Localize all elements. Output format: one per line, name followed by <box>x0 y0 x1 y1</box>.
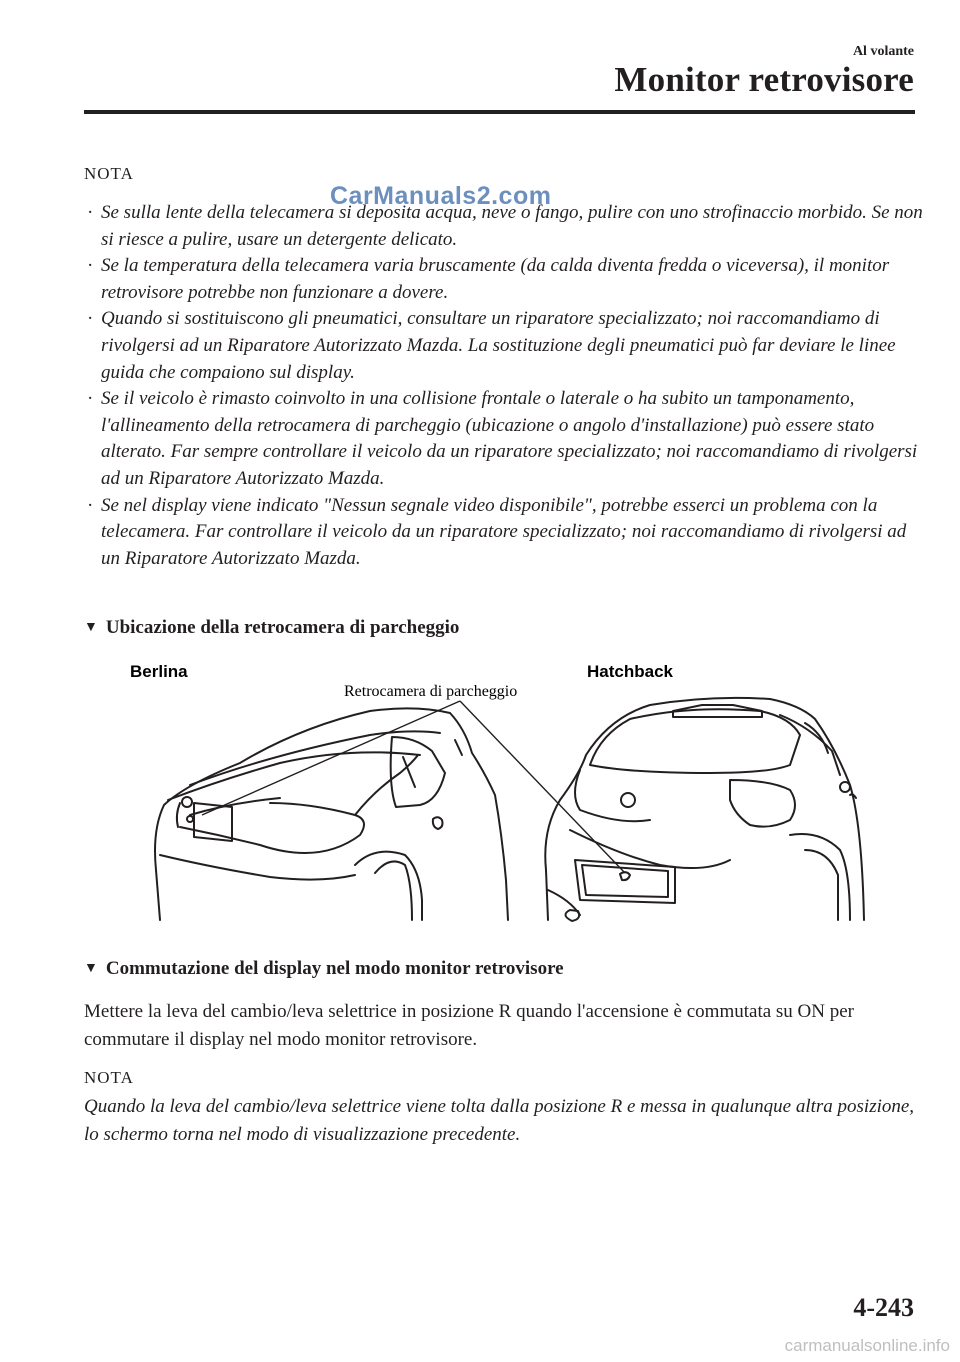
watermark-bottom: carmanualsonline.info <box>784 1336 950 1355</box>
note-item: · Quando si sostituiscono gli pneumatici, consultare un riparatore specializzato; noi raccomandiamo di rivolgersi ad un Riparatore Autorizzato Mazda. La sostituzione degli pneumatici può far deviare le linee guida che compaiono sul display. <box>87 308 896 383</box>
label-berlina: Berlina <box>130 662 188 681</box>
note-label: NOTA <box>84 164 134 183</box>
label-camera: Retrocamera di parcheggio <box>344 683 518 700</box>
triangle-down-icon: ▼ <box>84 961 98 976</box>
hatchback-illustration <box>545 698 864 921</box>
section-heading-camera-location: ▼ Ubicazione della retrocamera di parcheggio <box>84 617 460 638</box>
body-paragraph: Mettere la leva del cambio/leva selettrice in posizione R quando l'accensione è commutata su ON per commutare il display nel modo monitor retrovisore. <box>84 1001 855 1050</box>
note-item: · Se il veicolo è rimasto coinvolto in una collisione frontale o laterale o ha subito un tamponamento, l'allineamento della retrocamera di parcheggio (ubicazione o angolo d'installazione) può essere stato alterato. Far sempre controllare il veicolo da un riparatore specializzato; noi raccomandiamo di rivolgersi ad un Riparatore Autorizzato Mazda. <box>87 388 918 489</box>
note-item: · Se la temperatura della telecamera varia bruscamente (da calda diventa fredda o viceversa), il monitor retrovisore potrebbe non funzionare a dovere. <box>87 255 890 303</box>
page-number: 4-243 <box>853 1293 914 1322</box>
page-title: Monitor retrovisore <box>614 60 914 99</box>
camera-location-figure <box>130 655 865 935</box>
note-item: · Se nel display viene indicato "Nessun segnale video disponibile", potrebbe esserci un problema con la telecamera. Far controllare il veicolo da un riparatore specializzato; noi raccomandiamo di rivolgersi ad un Riparatore Autorizzato Mazda. <box>87 494 907 569</box>
watermark-top: CarManuals2.com <box>330 182 552 210</box>
chapter-label: Al volante <box>852 44 914 59</box>
note-item: · Se sulla lente della telecamera si deposita acqua, neve o fango, pulire con uno strofinaccio morbido. Se non si riesce a pulire, usare un detergente delicato. <box>87 202 923 250</box>
triangle-down-icon: ▼ <box>84 620 98 635</box>
label-hatchback: Hatchback <box>587 662 673 681</box>
note-list <box>84 200 924 572</box>
note-label: NOTA <box>84 1068 134 1087</box>
sedan-illustration <box>155 708 508 920</box>
header-rule <box>84 110 915 114</box>
section-heading-display-switch: ▼ Commutazione del display nel modo monitor retrovisore <box>84 958 564 979</box>
note-text: Quando la leva del cambio/leva selettrice viene tolta dalla posizione R e messa in qualunque altra posizione, lo schermo torna nel modo di visualizzazione precedente. <box>84 1096 915 1145</box>
